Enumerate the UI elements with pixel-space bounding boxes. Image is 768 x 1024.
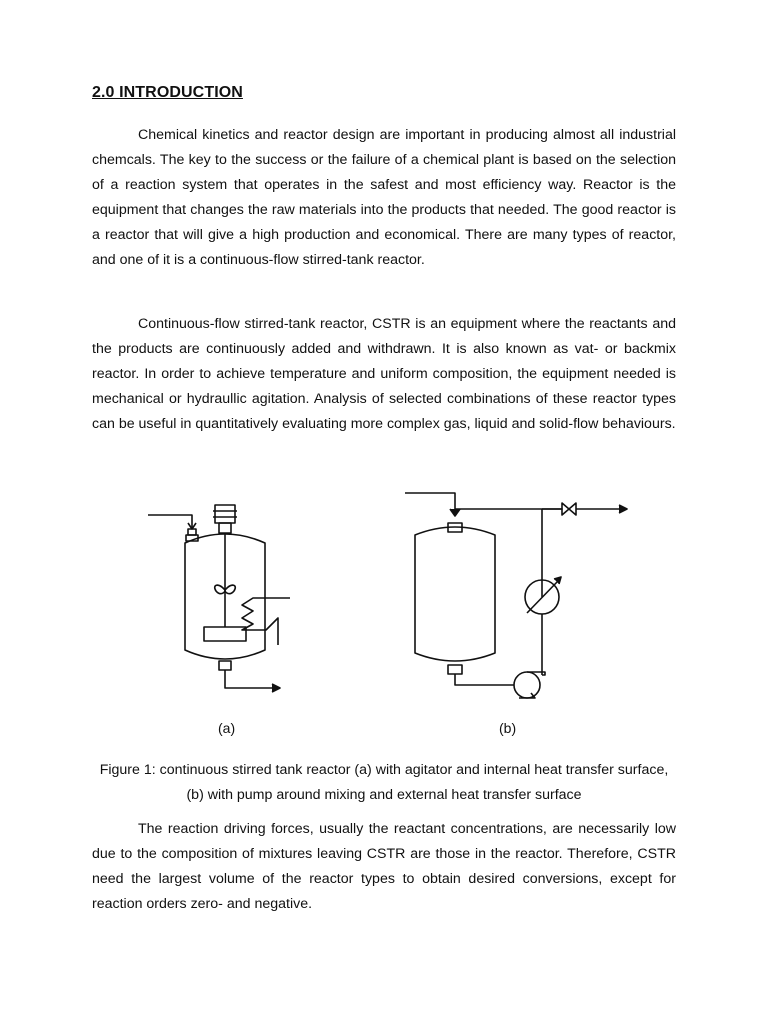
reactor-a-feed-inlet <box>148 515 192 529</box>
reactor-b-pump <box>514 672 540 698</box>
reactor-a-diagram <box>148 505 290 692</box>
figure-caption: Figure 1: continuous stirred tank reactor (a) with agitator and internal heat transfer surface, (b) with pump around mixing and external heat transfer surface <box>99 762 669 803</box>
figure-label-a: (a) <box>218 720 236 736</box>
paragraph-1: Chemical kinetics and reactor design are important in producing almost all industrial chemcals. The key to the success or the failure of a chemical plant is based on the selection of a reaction system that operates in the safest and most efficiency way. Reactor is the equipment that changes the raw materials into the products that needed. The good reactor is a reactor that will give a high production and economical. There are many types of reactor, and one of it is a continuous-flow stirred-tank reactor. <box>92 127 676 268</box>
reactor-b-valve <box>562 503 576 515</box>
section-heading: 2.0 INTRODUCTION <box>92 84 243 101</box>
reactor-a-motor <box>215 505 235 523</box>
paragraph-3: The reaction driving forces, usually the reactant concentrations, are necessarily low due to the composition of mixtures leaving CSTR are those in the reactor. Therefore, CSTR need the largest volume of the reactor types to obtain desired conversions, except for reaction orders zero- and negative. <box>92 821 676 912</box>
cstr-figure <box>130 485 640 740</box>
reactor-a-outlet <box>225 670 278 688</box>
figure-label-b: (b) <box>499 720 517 736</box>
reactor-a-coil <box>242 598 290 645</box>
paragraph-2: Continuous-flow stirred-tank reactor, CSTR is an equipment where the reactants and the products are continuously added and withdrawn. It is also known as vat- or backmix reactor. In order to achieve temperature and uniform composition, the equipment needed is mechanical or hydraullic agitation. Analysis of selected combinations of these reactor types can be useful in quantitatively evaluating more complex gas, liquid and solid-flow behaviours. <box>92 316 676 432</box>
reactor-b-vessel <box>415 527 495 661</box>
reactor-b-diagram <box>405 493 627 698</box>
reactor-b-recycle-line <box>455 509 562 597</box>
